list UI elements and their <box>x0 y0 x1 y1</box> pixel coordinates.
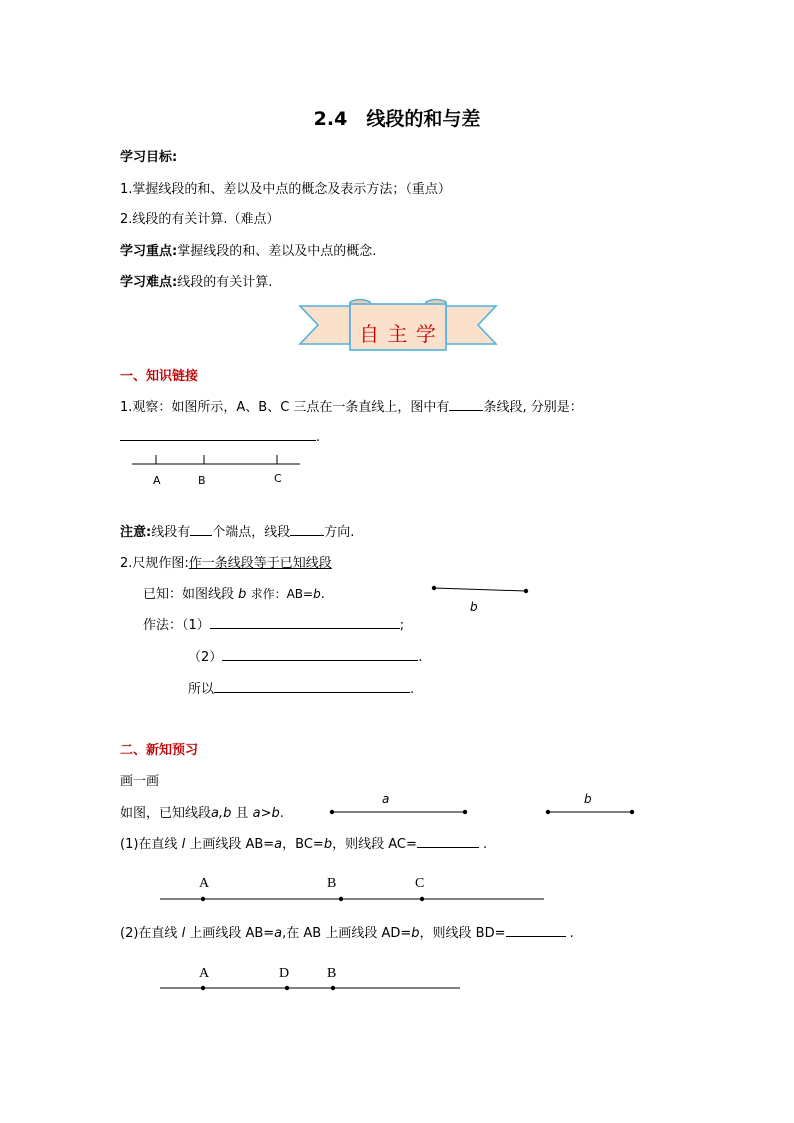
q1-answer-blank <box>120 426 316 441</box>
note-a: 线段有 <box>151 525 191 540</box>
fig1-label-c: C <box>274 472 282 485</box>
step2-end: . <box>418 650 423 665</box>
step1-label: （1） <box>182 618 210 633</box>
q2-title: 作一条线段等于已知线段 <box>188 556 332 571</box>
so-label: 所以 <box>188 682 215 697</box>
p2-c: ,在 AB 上画线段 AD= <box>282 926 412 941</box>
p2-answer-blank <box>506 922 566 937</box>
fig4-label-d: D <box>279 966 290 981</box>
p1-b: 上画线段 AB= <box>189 837 275 852</box>
q1-mid: 条线段, 分别是： <box>483 400 583 415</box>
banner-text: 自 主 学 <box>359 322 437 346</box>
given-line <box>120 802 284 821</box>
fig4-label-b: B <box>327 966 337 981</box>
figure-4-line <box>158 983 464 993</box>
p1-c: ，BC= <box>282 837 324 852</box>
note-blank-1 <box>190 521 212 536</box>
note-blank-2 <box>290 521 324 536</box>
note-label: 注意: <box>120 525 152 540</box>
p1-d: ，则线段 AC= <box>332 837 417 852</box>
p2-av: a <box>274 926 283 941</box>
known-b: b <box>238 587 247 602</box>
fig2-label-b: b <box>470 600 478 614</box>
goal-2: 2.线段的有关计算.（难点） <box>120 212 280 227</box>
section-new-knowledge: 二、新知预习 <box>120 743 199 758</box>
goal-1: 1.掌握线段的和、差以及中点的概念及表示方法；（重点） <box>120 182 451 197</box>
note-c: 方向. <box>324 525 355 540</box>
segment-b-label: b <box>584 792 592 806</box>
method-conclusion <box>188 678 414 697</box>
fig3-label-b: B <box>327 876 337 891</box>
method-step-2 <box>188 646 422 665</box>
p2-bv: b <box>411 926 420 941</box>
question-1 <box>120 396 583 415</box>
p2-a: (2)在直线 <box>120 926 178 941</box>
difficult-text: 线段的有关计算. <box>177 275 273 290</box>
q1-text: 1.观察：如图所示，A、B、C 三点在一条直线上，图中有 <box>120 400 450 415</box>
method-step-1 <box>143 614 404 633</box>
figure-3-line <box>158 894 548 904</box>
difficult-point <box>120 271 272 290</box>
section-knowledge-link: 一、知识链接 <box>120 369 199 384</box>
p1-e: . <box>483 837 488 852</box>
key-label: 学习重点: <box>120 244 178 259</box>
figure-1-line <box>130 452 305 472</box>
step1-blank <box>210 614 400 629</box>
p2-l: l <box>181 926 186 941</box>
p1-l: l <box>181 837 186 852</box>
given-a: 如图，已知线段 <box>120 806 212 821</box>
given-d: a>b <box>252 806 280 821</box>
p2-d: ，则线段 BD= <box>419 926 506 941</box>
fig3-label-c: C <box>415 876 425 891</box>
difficult-label: 学习难点: <box>120 275 178 290</box>
known-d: b <box>313 587 321 601</box>
fig1-label-a: A <box>153 474 161 487</box>
known-c: 求作：AB= <box>250 587 314 601</box>
note <box>120 521 354 540</box>
q1-count-blank <box>449 396 483 411</box>
key-text: 掌握线段的和、差以及中点的概念. <box>177 244 377 259</box>
problem-1 <box>120 833 487 852</box>
figure-2-segment-b <box>430 584 532 596</box>
q2-label: 2.尺规作图: <box>120 556 189 571</box>
given-e: . <box>279 806 284 821</box>
draw-label: 画一画 <box>120 774 160 789</box>
step2-blank <box>222 646 418 661</box>
problem-2 <box>120 922 574 941</box>
p1-bv: b <box>323 837 333 852</box>
fig3-label-a: A <box>199 876 210 891</box>
q1-end: . <box>316 430 321 445</box>
known-a: 已知：如图线段 <box>143 587 235 602</box>
goals-label: 学习目标: <box>120 150 178 165</box>
segment-a-label: a <box>382 792 390 806</box>
segment-a <box>328 808 470 818</box>
known-line <box>143 583 325 602</box>
page-title: 2.4 线段的和与差 <box>313 108 481 130</box>
given-b: a,b <box>211 806 232 821</box>
q1-answer-line <box>120 426 320 445</box>
known-e: . <box>320 587 325 602</box>
method-label: 作法： <box>143 618 183 633</box>
given-c: 且 <box>235 806 249 821</box>
p1-av: a <box>274 837 283 852</box>
p1-a: (1)在直线 <box>120 837 178 852</box>
key-point <box>120 240 376 259</box>
so-end: . <box>410 682 415 697</box>
note-b: 个端点，线段 <box>212 525 291 540</box>
so-blank <box>214 678 410 693</box>
fig4-label-a: A <box>199 966 210 981</box>
step1-end: ; <box>399 618 405 633</box>
p2-b: 上画线段 AB= <box>189 926 275 941</box>
p1-answer-blank <box>417 833 479 848</box>
p2-e: . <box>569 926 574 941</box>
segment-b <box>544 808 638 818</box>
step2-label: （2） <box>188 650 223 665</box>
question-2 <box>120 552 332 571</box>
fig1-label-b: B <box>198 474 206 487</box>
